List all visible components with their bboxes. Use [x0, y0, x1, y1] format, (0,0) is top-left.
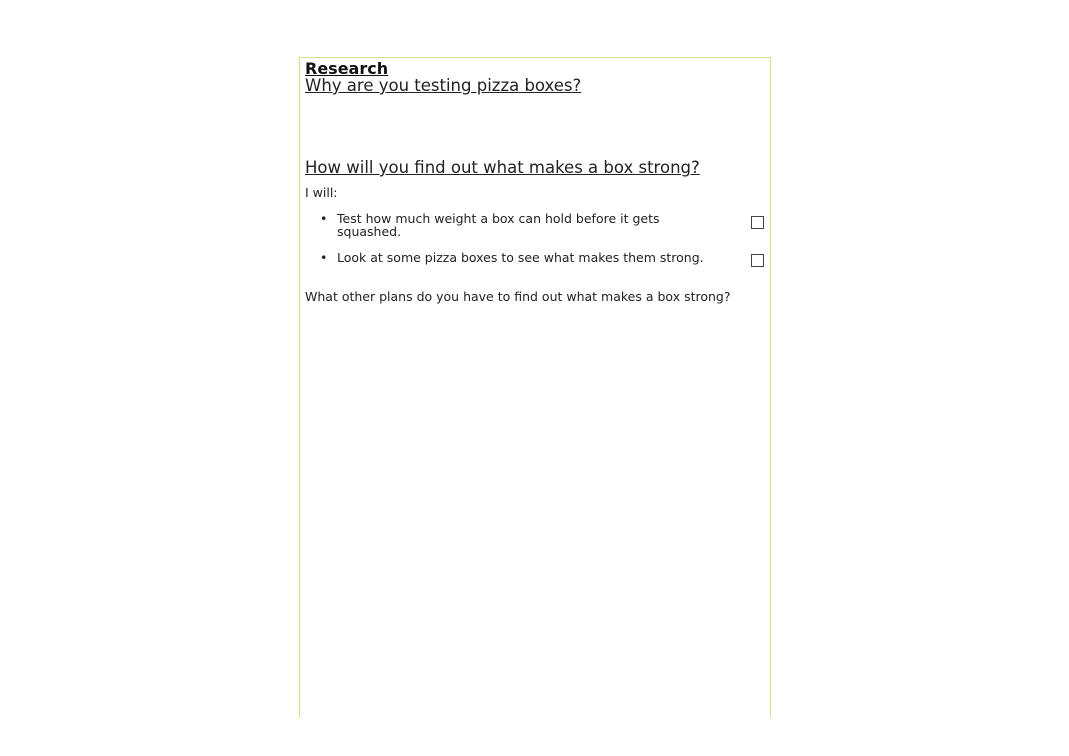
checkbox-test-weight[interactable]	[751, 216, 764, 229]
worksheet-frame	[299, 57, 771, 718]
intro-text: I will:	[305, 185, 338, 200]
list-item	[320, 251, 740, 265]
bullet-icon: •	[320, 250, 328, 265]
list-item-text: Test how much weight a box can hold before it gets squashed.	[337, 211, 660, 239]
question-find-out: How will you find out what makes a box strong?	[305, 158, 700, 177]
checkbox-look-at-boxes[interactable]	[751, 254, 764, 267]
question-why-testing: Why are you testing pizza boxes?	[305, 76, 582, 95]
list-item	[320, 212, 740, 240]
question-other-plans: What other plans do you have to find out what makes a box strong?	[305, 289, 731, 304]
bullet-icon: •	[320, 211, 328, 226]
list-item-text: Look at some pizza boxes to see what makes them strong.	[337, 250, 704, 265]
section-heading: Research	[305, 59, 389, 78]
